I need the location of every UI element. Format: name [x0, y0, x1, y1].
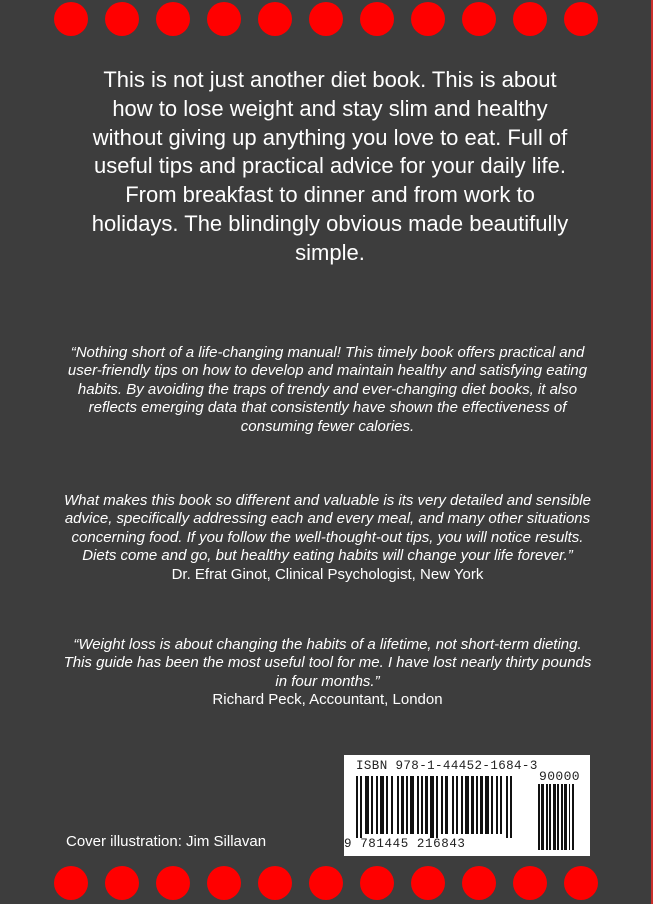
barcode-bar [445, 776, 448, 834]
barcode-bar [461, 776, 463, 834]
barcode-bar [546, 784, 548, 850]
barcode-bar [569, 784, 570, 850]
barcode-bar [557, 784, 559, 850]
red-dot [105, 2, 139, 36]
barcode-bar [425, 776, 428, 834]
red-dot [462, 2, 496, 36]
addon-barcode-bars [538, 784, 584, 850]
barcode-bar [471, 776, 474, 834]
ean-barcode-bars [356, 776, 532, 840]
red-dot [258, 866, 292, 900]
illustration-credit: Cover illustration: Jim Sillavan [66, 833, 267, 850]
red-dot [564, 2, 598, 36]
review-attribution: Richard Peck, Accountant, London [212, 691, 443, 709]
barcode-bar [496, 776, 498, 834]
ean-digits: 9 781445 216843 [344, 837, 466, 851]
price-code: 90000 [539, 769, 581, 784]
red-dot [513, 866, 547, 900]
barcode-bar [572, 784, 574, 850]
barcode-bar [441, 776, 443, 834]
review-quote-text: What makes this book so different and valuable is its very detailed and sensible advice, specifically addressing each and every meal, and many other situations concerning food. If you follow the well-thought-out tips, you will notice results. Diets come and go, but healthy eating habits will change your life forever.” [64, 492, 591, 565]
red-dot [513, 2, 547, 36]
top-dot-border [0, 0, 651, 44]
barcode-bar [561, 784, 563, 850]
red-dot [54, 866, 88, 900]
barcode-bar [386, 776, 388, 834]
red-dot [54, 2, 88, 36]
barcode-bar [510, 776, 512, 838]
review-quote-text: “Nothing short of a life-changing manual! This timely book offers practical and user-friendly tips on how to develop and maintain healthy and satisfying eating habits. By avoiding the traps of trendy and ever-changing diet books, it also reflects emerging data that consistently have shown the effectiveness of consuming fewer calories. [67, 344, 588, 435]
barcode-bar [401, 776, 404, 834]
barcode-bar [541, 784, 544, 850]
barcode-bar [391, 776, 393, 834]
red-dot [360, 2, 394, 36]
barcode-bar [410, 776, 414, 834]
isbn-label: ISBN 978-1-44452-1684-3 [356, 759, 538, 773]
barcode-bar [491, 776, 493, 834]
book-blurb: This is not just another diet book. This is about how to lose weight and stay slim and healthy without giving up anything you love to eat. Full of useful tips and practical advice for your daily life. From breakfast to dinner and from work to holidays. The blindingly obvious made beautifully simple. [91, 67, 569, 265]
red-dot [462, 866, 496, 900]
barcode-bar [436, 776, 438, 838]
barcode-bar [506, 776, 508, 838]
review-attribution: Dr. Efrat Ginot, Clinical Psychologist, New York [171, 565, 484, 583]
barcode-bar [500, 776, 502, 834]
barcode-bar [452, 776, 454, 834]
review-quote-2 [60, 492, 595, 584]
barcode-bar [365, 776, 369, 834]
barcode-bar [380, 776, 384, 834]
review-quote-text: “Weight loss is about changing the habits of a lifetime, not short-term dieting. This guide has been the most useful tool for me. I have lost nearly thirty pounds in four months.” [63, 636, 592, 690]
barcode-bar [465, 776, 469, 834]
barcode-bar [356, 776, 358, 838]
barcode-bar [538, 784, 540, 850]
barcode-bar [430, 776, 434, 838]
red-dot [309, 2, 343, 36]
red-dot [411, 866, 445, 900]
barcode-bar [456, 776, 458, 834]
barcode-bar [417, 776, 419, 834]
red-dot [258, 2, 292, 36]
barcode-bar [406, 776, 408, 834]
red-dot [105, 866, 139, 900]
red-dot [564, 866, 598, 900]
red-dot [156, 866, 190, 900]
review-quote-1 [60, 344, 595, 436]
barcode-bar [371, 776, 373, 834]
barcode-bar [421, 776, 423, 834]
red-dot [309, 866, 343, 900]
red-dot [207, 866, 241, 900]
barcode-bar [376, 776, 378, 834]
barcode-bar [553, 784, 556, 850]
barcode-bar [549, 784, 551, 850]
cover-edge-line [651, 0, 653, 904]
red-dot [360, 866, 394, 900]
isbn-barcode [344, 755, 590, 856]
barcode-bar [485, 776, 489, 834]
barcode-bar [480, 776, 483, 834]
bottom-dot-border [0, 862, 651, 904]
barcode-bar [476, 776, 478, 834]
red-dot [156, 2, 190, 36]
red-dot [411, 2, 445, 36]
review-quote-3 [60, 636, 595, 710]
red-dot [207, 2, 241, 36]
barcode-bar [564, 784, 567, 850]
barcode-bar [397, 776, 399, 834]
barcode-bar [360, 776, 362, 838]
